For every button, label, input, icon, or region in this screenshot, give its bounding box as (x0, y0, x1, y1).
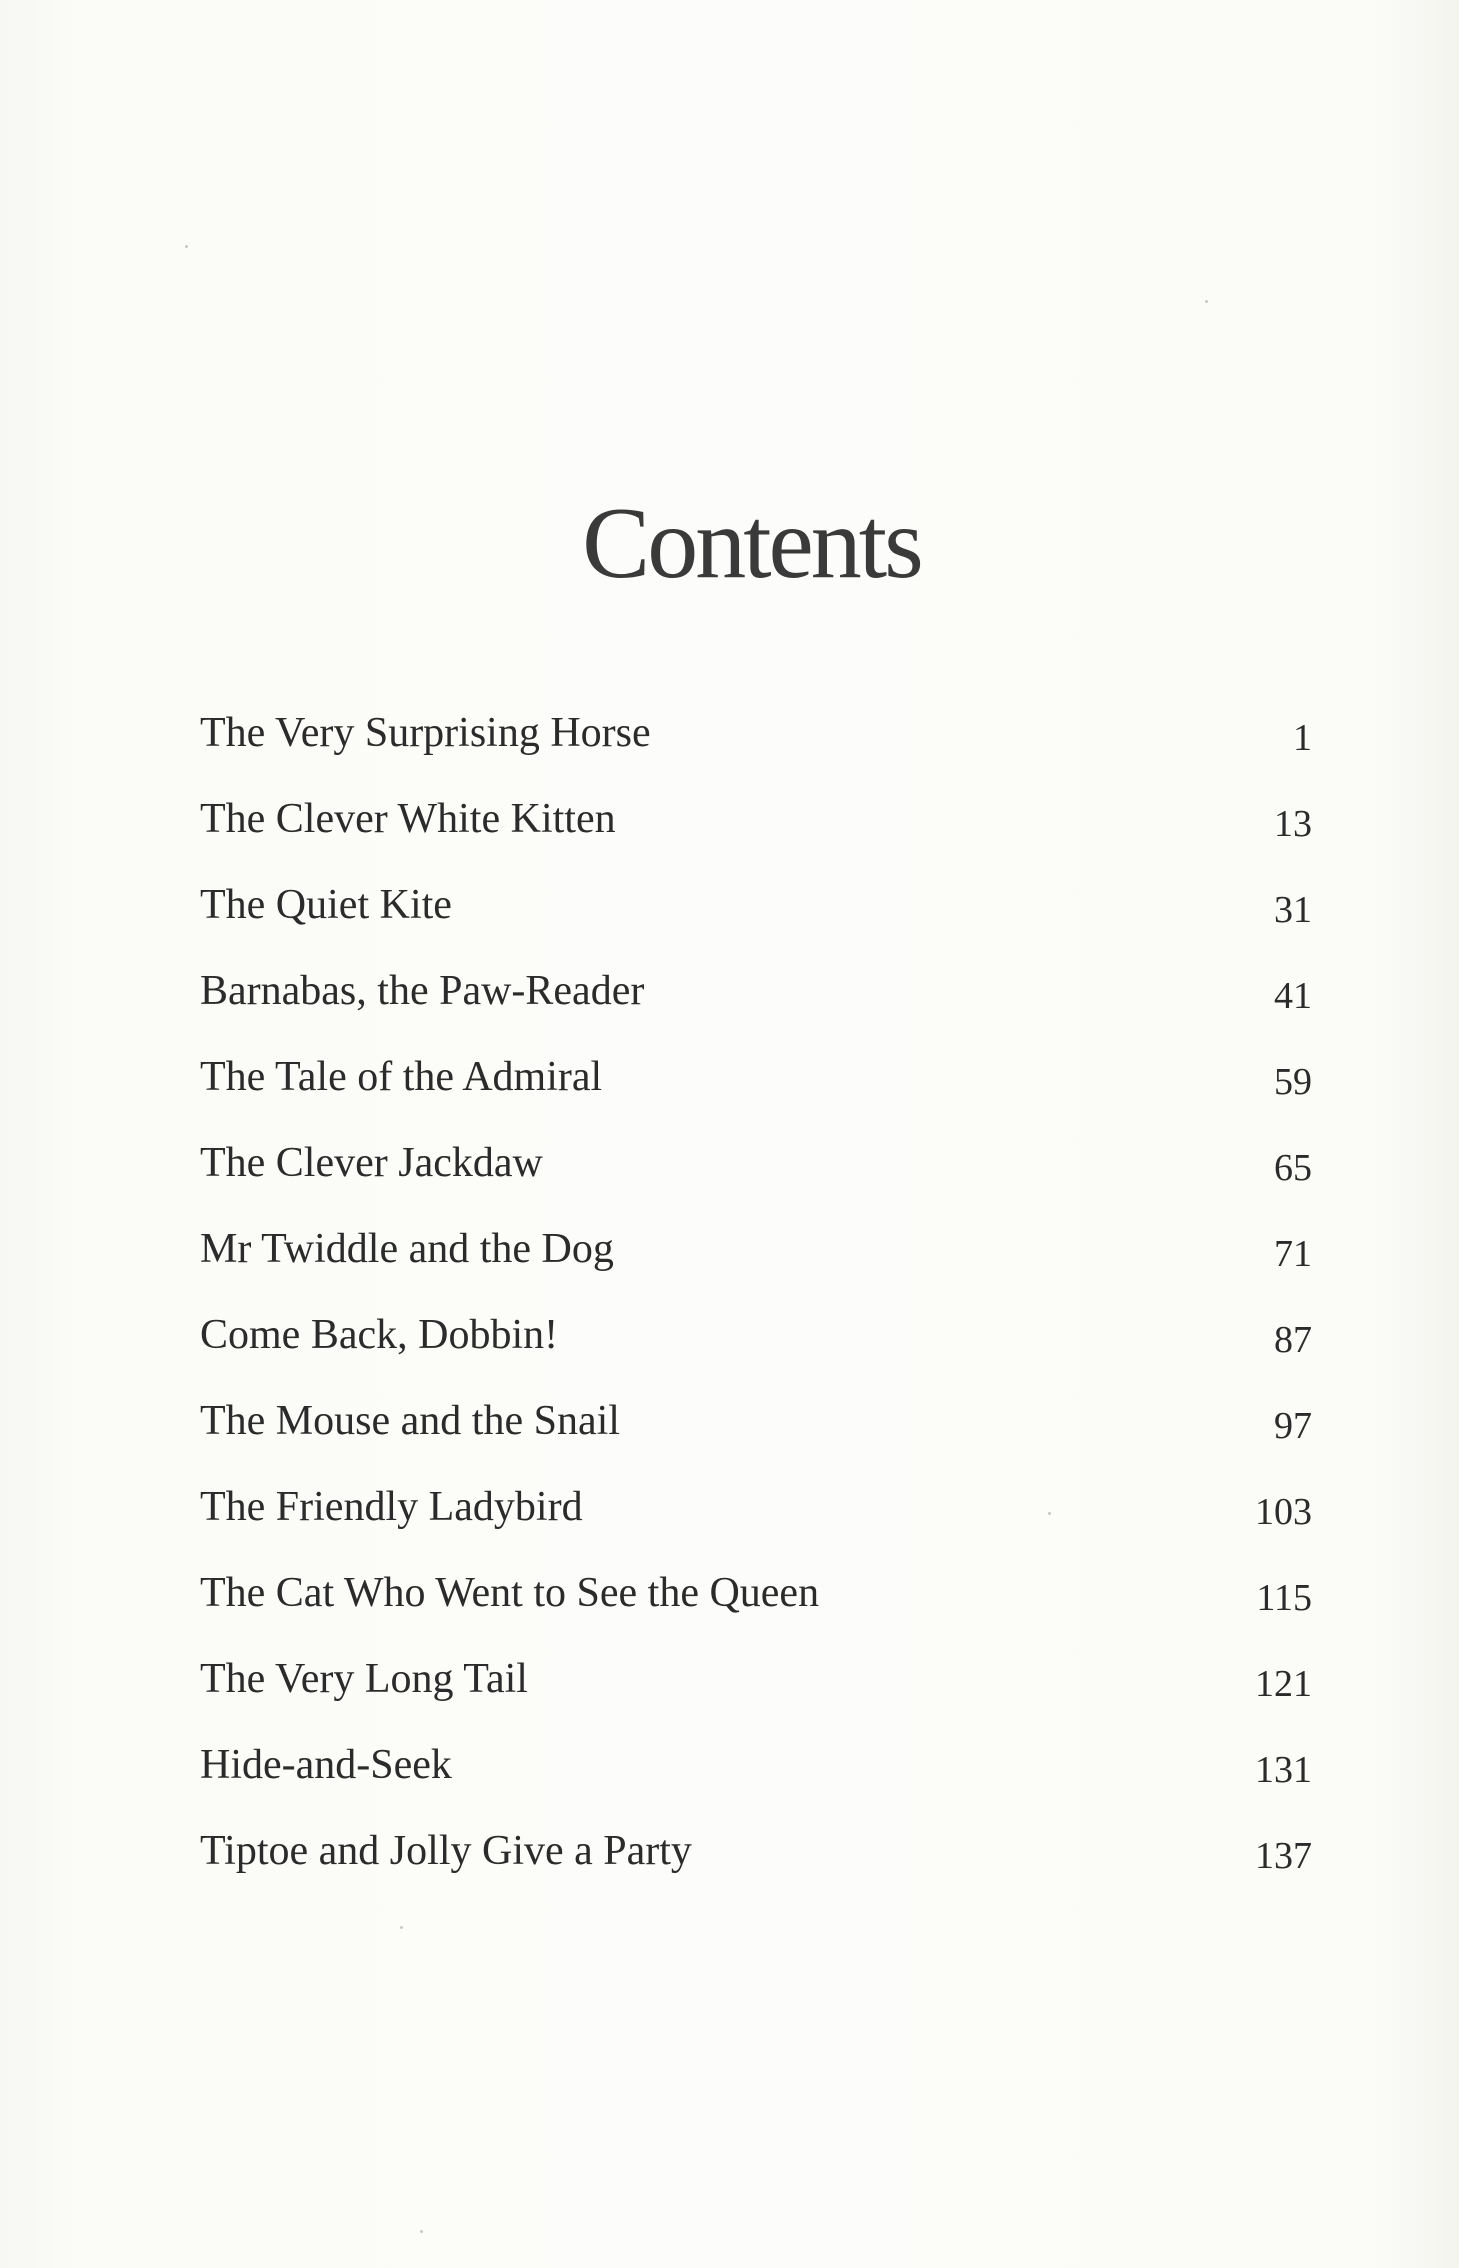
toc-entry-page-number: 71 (1274, 1233, 1312, 1275)
paper-speck (420, 2230, 423, 2233)
toc-entry[interactable] (200, 1654, 1312, 1740)
toc-entry-title: The Friendly Ladybird (200, 1484, 583, 1530)
toc-entry-page-number: 87 (1274, 1319, 1312, 1361)
toc-entry-title: The Clever White Kitten (200, 796, 616, 842)
paper-speck (1205, 300, 1208, 303)
toc-entry-title: The Tale of the Admiral (200, 1054, 603, 1100)
toc-entry[interactable] (200, 1568, 1312, 1654)
toc-entry-page-number: 1 (1293, 717, 1312, 759)
toc-entry-page-number: 65 (1274, 1147, 1312, 1189)
paper-speck (400, 1926, 403, 1929)
toc-entry-title: Mr Twiddle and the Dog (200, 1226, 614, 1272)
paper-speck (185, 245, 188, 248)
toc-entry-title: Come Back, Dobbin! (200, 1312, 559, 1358)
toc-entry-page-number: 115 (1256, 1577, 1312, 1619)
toc-entry[interactable] (200, 1310, 1312, 1396)
toc-entry[interactable] (200, 1826, 1312, 1912)
toc-entry-title: The Cat Who Went to See the Queen (200, 1570, 820, 1616)
toc-entry-title: Barnabas, the Paw-Reader (200, 968, 645, 1014)
toc-entry-page-number: 31 (1274, 889, 1312, 931)
toc-entry[interactable] (200, 1052, 1312, 1138)
toc-entry-title: The Mouse and the Snail (200, 1398, 620, 1444)
toc-entry-title: Tiptoe and Jolly Give a Party (200, 1828, 692, 1874)
table-of-contents (200, 708, 1312, 1912)
toc-entry[interactable] (200, 1396, 1312, 1482)
toc-entry[interactable] (200, 708, 1312, 794)
toc-entry-title: The Clever Jackdaw (200, 1140, 543, 1186)
toc-entry-title: The Very Long Tail (200, 1656, 528, 1702)
toc-entry[interactable] (200, 1224, 1312, 1310)
toc-entry-page-number: 97 (1274, 1405, 1312, 1447)
toc-entry-page-number: 121 (1255, 1663, 1312, 1705)
toc-entry-title: Hide-and-Seek (200, 1742, 452, 1788)
toc-entry[interactable] (200, 1740, 1312, 1826)
toc-entry-page-number: 137 (1255, 1835, 1312, 1877)
toc-entry-page-number: 131 (1255, 1749, 1312, 1791)
toc-entry-page-number: 103 (1255, 1491, 1312, 1533)
toc-entry[interactable] (200, 1138, 1312, 1224)
toc-entry-page-number: 59 (1274, 1061, 1312, 1103)
toc-entry-page-number: 13 (1274, 803, 1312, 845)
page-title: Contents (582, 487, 921, 601)
toc-entry[interactable] (200, 1482, 1312, 1568)
toc-entry-title: The Quiet Kite (200, 882, 452, 928)
toc-entry[interactable] (200, 794, 1312, 880)
toc-entry[interactable] (200, 880, 1312, 966)
toc-entry-title: The Very Surprising Horse (200, 710, 651, 756)
toc-entry-page-number: 41 (1274, 975, 1312, 1017)
toc-entry[interactable] (200, 966, 1312, 1052)
